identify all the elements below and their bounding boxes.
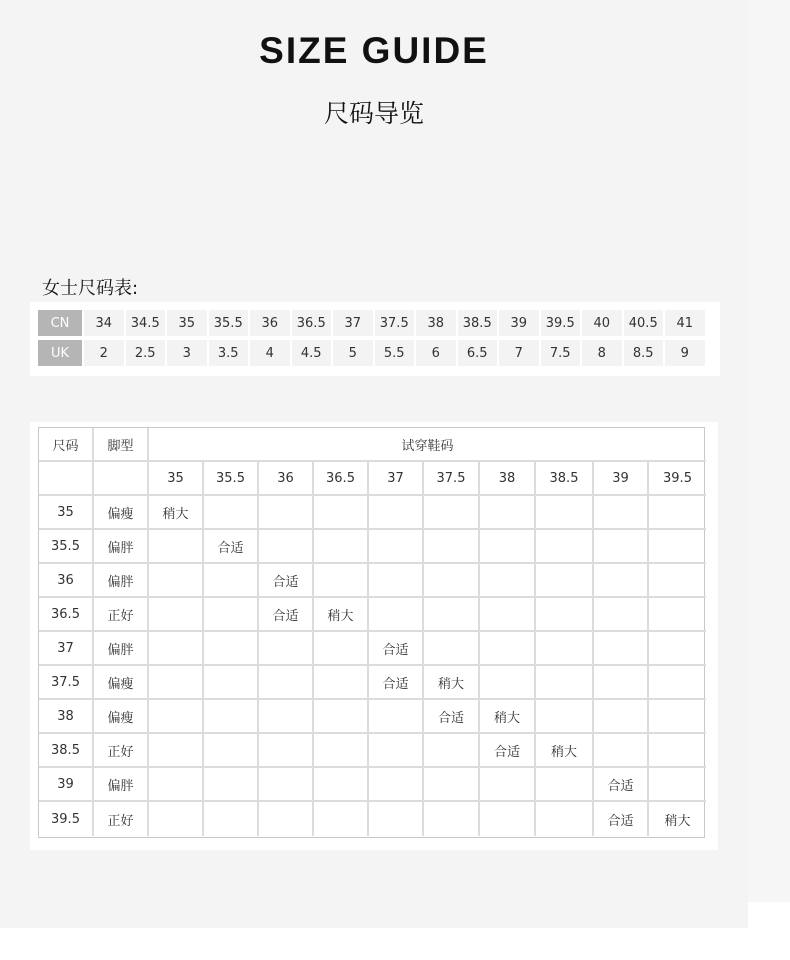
fit-result-cell (204, 598, 259, 632)
fit-result-cell (480, 598, 536, 632)
fit-result-cell (594, 496, 649, 530)
fit-result-cell (314, 666, 369, 700)
fit-result-cell (204, 496, 259, 530)
header-blank-cell (39, 462, 94, 496)
fit-result-cell: 稍大 (424, 666, 480, 700)
fit-result-cell (649, 632, 706, 666)
header-size: 尺码 (39, 428, 94, 462)
fit-result-cell (149, 666, 204, 700)
uk-size-cell: 7 (499, 340, 539, 366)
fit-result-cell: 稍大 (314, 598, 369, 632)
fit-result-cell (259, 734, 314, 768)
fit-result-cell (594, 530, 649, 564)
fit-result-cell (649, 496, 706, 530)
fit-result-cell (259, 666, 314, 700)
fit-result-cell (424, 802, 480, 836)
fit-result-cell (649, 530, 706, 564)
try-size-header: 36.5 (314, 462, 369, 496)
cn-size-row (38, 310, 707, 336)
right-edge-strip (748, 0, 790, 902)
fit-result-cell: 合适 (594, 802, 649, 836)
fit-result-cell (369, 598, 424, 632)
fit-result-cell (480, 496, 536, 530)
cn-row-label: CN (38, 310, 82, 336)
fit-result-cell (424, 768, 480, 802)
cn-size-cell: 38.5 (458, 310, 498, 336)
fit-result-cell (649, 700, 706, 734)
uk-size-cell: 7.5 (541, 340, 581, 366)
fit-result-cell (204, 632, 259, 666)
fit-result-cell (480, 768, 536, 802)
row-foot-type: 偏瘦 (94, 700, 149, 734)
header-try-size: 试穿鞋码 (149, 428, 706, 462)
try-size-header: 38 (480, 462, 536, 496)
try-size-header: 39 (594, 462, 649, 496)
row-foot-type: 偏胖 (94, 768, 149, 802)
fit-result-cell: 合适 (594, 768, 649, 802)
try-size-header: 35 (149, 462, 204, 496)
fit-result-cell: 合适 (369, 632, 424, 666)
fit-result-cell (536, 666, 594, 700)
cn-size-cell: 35 (167, 310, 207, 336)
cn-size-cell: 40 (582, 310, 622, 336)
row-foot-type: 偏瘦 (94, 666, 149, 700)
fit-result-cell: 合适 (259, 564, 314, 598)
fit-result-cell (424, 564, 480, 598)
fit-result-cell (594, 632, 649, 666)
bottom-edge-strip (0, 928, 790, 960)
fit-result-cell (594, 734, 649, 768)
row-foot-type: 偏胖 (94, 632, 149, 666)
row-foot-type: 偏胖 (94, 530, 149, 564)
fit-result-cell (149, 598, 204, 632)
fit-result-cell (536, 496, 594, 530)
try-size-header: 35.5 (204, 462, 259, 496)
fit-result-cell (536, 530, 594, 564)
fit-result-cell (424, 530, 480, 564)
row-size: 38.5 (39, 734, 94, 768)
fit-result-cell (204, 768, 259, 802)
fit-result-cell (259, 496, 314, 530)
row-foot-type: 正好 (94, 734, 149, 768)
fit-result-cell: 合适 (480, 734, 536, 768)
fit-result-cell (649, 564, 706, 598)
uk-size-cell: 8 (582, 340, 622, 366)
uk-size-cell: 4 (250, 340, 290, 366)
uk-size-cell: 9 (665, 340, 705, 366)
fit-result-cell (480, 632, 536, 666)
fit-table (38, 427, 705, 838)
header-foot-type: 脚型 (94, 428, 149, 462)
fit-result-cell (369, 700, 424, 734)
uk-size-cell: 6.5 (458, 340, 498, 366)
fit-result-cell (480, 666, 536, 700)
fit-result-cell (369, 802, 424, 836)
fit-result-cell (314, 496, 369, 530)
fit-result-cell (480, 802, 536, 836)
fit-result-cell (314, 632, 369, 666)
cn-size-cell: 35.5 (209, 310, 249, 336)
fit-result-cell (536, 768, 594, 802)
cn-size-cell: 39 (499, 310, 539, 336)
row-size: 39.5 (39, 802, 94, 836)
uk-size-cell: 4.5 (292, 340, 332, 366)
uk-size-cell: 3.5 (209, 340, 249, 366)
cn-size-cell: 41 (665, 310, 705, 336)
fit-result-cell (536, 598, 594, 632)
fit-result-cell (424, 598, 480, 632)
row-size: 35 (39, 496, 94, 530)
cn-size-cell: 37.5 (375, 310, 415, 336)
row-size: 35.5 (39, 530, 94, 564)
cn-size-cell: 36 (250, 310, 290, 336)
row-size: 36.5 (39, 598, 94, 632)
fit-result-cell (369, 530, 424, 564)
fit-result-cell (594, 598, 649, 632)
fit-result-cell (149, 632, 204, 666)
fit-result-cell (649, 666, 706, 700)
uk-size-cell: 3 (167, 340, 207, 366)
cn-size-cell: 36.5 (292, 310, 332, 336)
fit-result-cell (204, 666, 259, 700)
cn-size-cell: 38 (416, 310, 456, 336)
try-size-header: 36 (259, 462, 314, 496)
fit-result-cell (594, 700, 649, 734)
uk-row-label: UK (38, 340, 82, 366)
fit-result-cell: 合适 (369, 666, 424, 700)
uk-size-cell: 5.5 (375, 340, 415, 366)
uk-size-row (38, 340, 707, 366)
try-size-header: 37.5 (424, 462, 480, 496)
fit-result-cell (536, 632, 594, 666)
try-size-header: 39.5 (649, 462, 706, 496)
page-subtitle: 尺码导览 (323, 99, 424, 128)
page-title: SIZE GUIDE (259, 30, 489, 71)
row-size: 39 (39, 768, 94, 802)
row-foot-type: 偏瘦 (94, 496, 149, 530)
row-size: 37 (39, 632, 94, 666)
fit-result-cell (369, 768, 424, 802)
fit-result-cell: 合适 (259, 598, 314, 632)
fit-result-cell (649, 768, 706, 802)
uk-size-cell: 2 (84, 340, 124, 366)
fit-result-cell (314, 802, 369, 836)
cn-size-cell: 39.5 (541, 310, 581, 336)
size-conversion-table (30, 302, 720, 376)
fit-result-cell (649, 734, 706, 768)
row-size: 36 (39, 564, 94, 598)
fit-result-cell (204, 700, 259, 734)
fit-result-cell (369, 496, 424, 530)
fit-result-cell (314, 700, 369, 734)
fit-result-cell (536, 802, 594, 836)
fit-result-cell (480, 564, 536, 598)
fit-result-cell (259, 768, 314, 802)
fit-result-cell (594, 666, 649, 700)
try-size-header: 37 (369, 462, 424, 496)
fit-result-cell (259, 700, 314, 734)
fit-result-cell (149, 564, 204, 598)
uk-size-cell: 8.5 (624, 340, 664, 366)
uk-size-cell: 2.5 (126, 340, 166, 366)
fit-result-cell (259, 632, 314, 666)
fit-result-cell (314, 768, 369, 802)
fit-result-cell (149, 530, 204, 564)
try-size-header: 38.5 (536, 462, 594, 496)
fit-result-cell: 稍大 (664, 813, 691, 829)
fit-result-cell (204, 734, 259, 768)
fit-result-cell (314, 530, 369, 564)
cn-size-cell: 37 (333, 310, 373, 336)
fit-result-cell (149, 768, 204, 802)
fit-result-cell (204, 802, 259, 836)
fit-result-cell (204, 564, 259, 598)
fit-result-cell: 稍大 (480, 700, 536, 734)
fit-result-cell (369, 734, 424, 768)
fit-result-cell (424, 496, 480, 530)
row-size: 37.5 (39, 666, 94, 700)
cn-size-cell: 34.5 (126, 310, 166, 336)
row-foot-type: 偏胖 (94, 564, 149, 598)
fit-result-cell: 合适 (424, 700, 480, 734)
fit-result-cell (314, 564, 369, 598)
fit-result-cell (424, 632, 480, 666)
fit-result-cell (259, 530, 314, 564)
fit-result-cell (480, 530, 536, 564)
fit-result-cell (149, 700, 204, 734)
fit-result-cell: 稍大 (536, 734, 594, 768)
fit-result-cell (424, 734, 480, 768)
fit-result-cell (259, 802, 314, 836)
fit-result-cell (536, 700, 594, 734)
uk-size-cell: 6 (416, 340, 456, 366)
fit-result-cell (369, 564, 424, 598)
row-size: 38 (39, 700, 94, 734)
fit-result-cell: 合适 (204, 530, 259, 564)
cn-size-cell: 34 (84, 310, 124, 336)
cn-size-cell: 40.5 (624, 310, 664, 336)
uk-size-cell: 5 (333, 340, 373, 366)
fit-result-cell (649, 598, 706, 632)
header-blank-cell (94, 462, 149, 496)
fit-result-cell (536, 564, 594, 598)
section-label: 女士尺码表: (42, 278, 139, 299)
fit-result-cell (594, 564, 649, 598)
fit-result-cell (149, 802, 204, 836)
row-foot-type: 正好 (94, 802, 149, 836)
fit-result-cell (149, 734, 204, 768)
fit-table-container (30, 422, 718, 850)
fit-result-cell (314, 734, 369, 768)
row-foot-type: 正好 (94, 598, 149, 632)
fit-result-cell: 稍大 (149, 496, 204, 530)
